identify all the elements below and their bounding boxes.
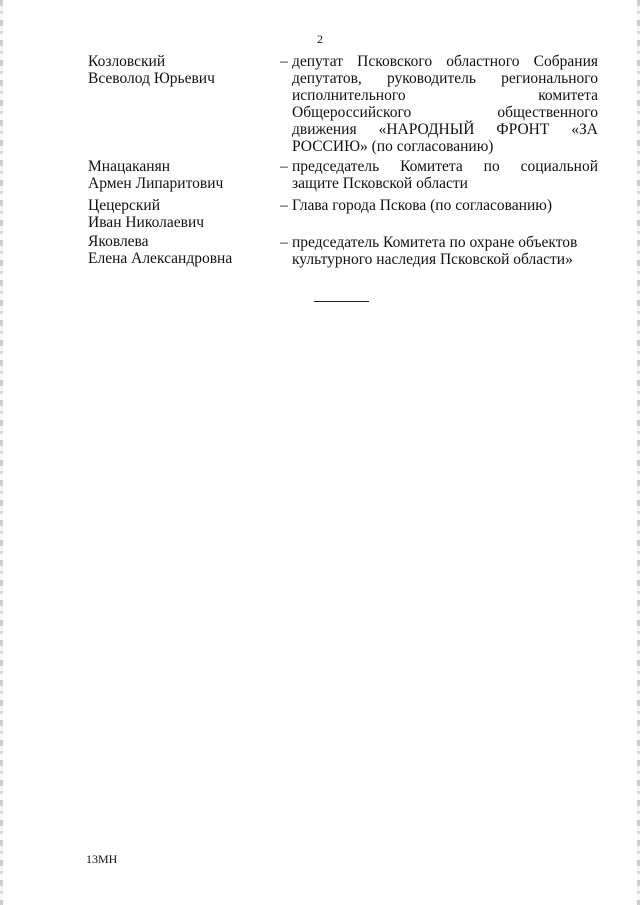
scan-edge-left bbox=[0, 0, 3, 905]
member-given-names: Иван Николаевич bbox=[88, 214, 205, 231]
member-surname: Мнацаканян bbox=[88, 158, 171, 175]
member-name bbox=[88, 233, 278, 267]
member-surname: Яковлева bbox=[88, 233, 149, 250]
end-of-list-separator bbox=[314, 301, 369, 302]
member-given-names: Всеволод Юрьевич bbox=[88, 70, 215, 87]
role-dash: – bbox=[280, 53, 288, 70]
member-surname: Козловский bbox=[88, 53, 166, 70]
member-given-names: Елена Александровна bbox=[88, 250, 233, 267]
role-line: депутат Псковского областного Собрания bbox=[292, 53, 598, 70]
role-line: Глава города Пскова (по согласованию) bbox=[292, 197, 552, 214]
role-line: Общероссийского общественного bbox=[292, 104, 598, 121]
member-surname: Цецерский bbox=[88, 197, 160, 214]
member-name bbox=[88, 158, 278, 192]
role-line: исполнительного комитета bbox=[292, 87, 598, 104]
role-line: председатель Комитета по социальной bbox=[292, 158, 598, 175]
member-role bbox=[292, 197, 598, 214]
role-line: депутатов, руководитель регионального bbox=[292, 70, 598, 87]
role-line: РОССИЮ» (по согласованию) bbox=[292, 138, 494, 155]
role-line: председатель Комитета по охране объектов bbox=[292, 234, 578, 251]
role-line: защите Псковской области bbox=[292, 175, 468, 192]
footer-document-code: 13МН bbox=[86, 852, 118, 866]
member-given-names: Армен Липаритович bbox=[88, 175, 224, 192]
role-dash: – bbox=[280, 197, 288, 214]
member-role bbox=[292, 234, 598, 268]
member-name bbox=[88, 53, 278, 87]
role-dash: – bbox=[280, 234, 288, 251]
member-role bbox=[292, 53, 598, 155]
role-line: движения «НАРОДНЫЙ ФРОНТ «ЗА bbox=[292, 121, 598, 138]
member-role bbox=[292, 158, 598, 192]
page-number: 2 bbox=[317, 32, 323, 46]
role-line: культурного наследия Псковской области» bbox=[292, 251, 573, 268]
role-dash: – bbox=[280, 158, 288, 175]
member-name bbox=[88, 197, 278, 231]
